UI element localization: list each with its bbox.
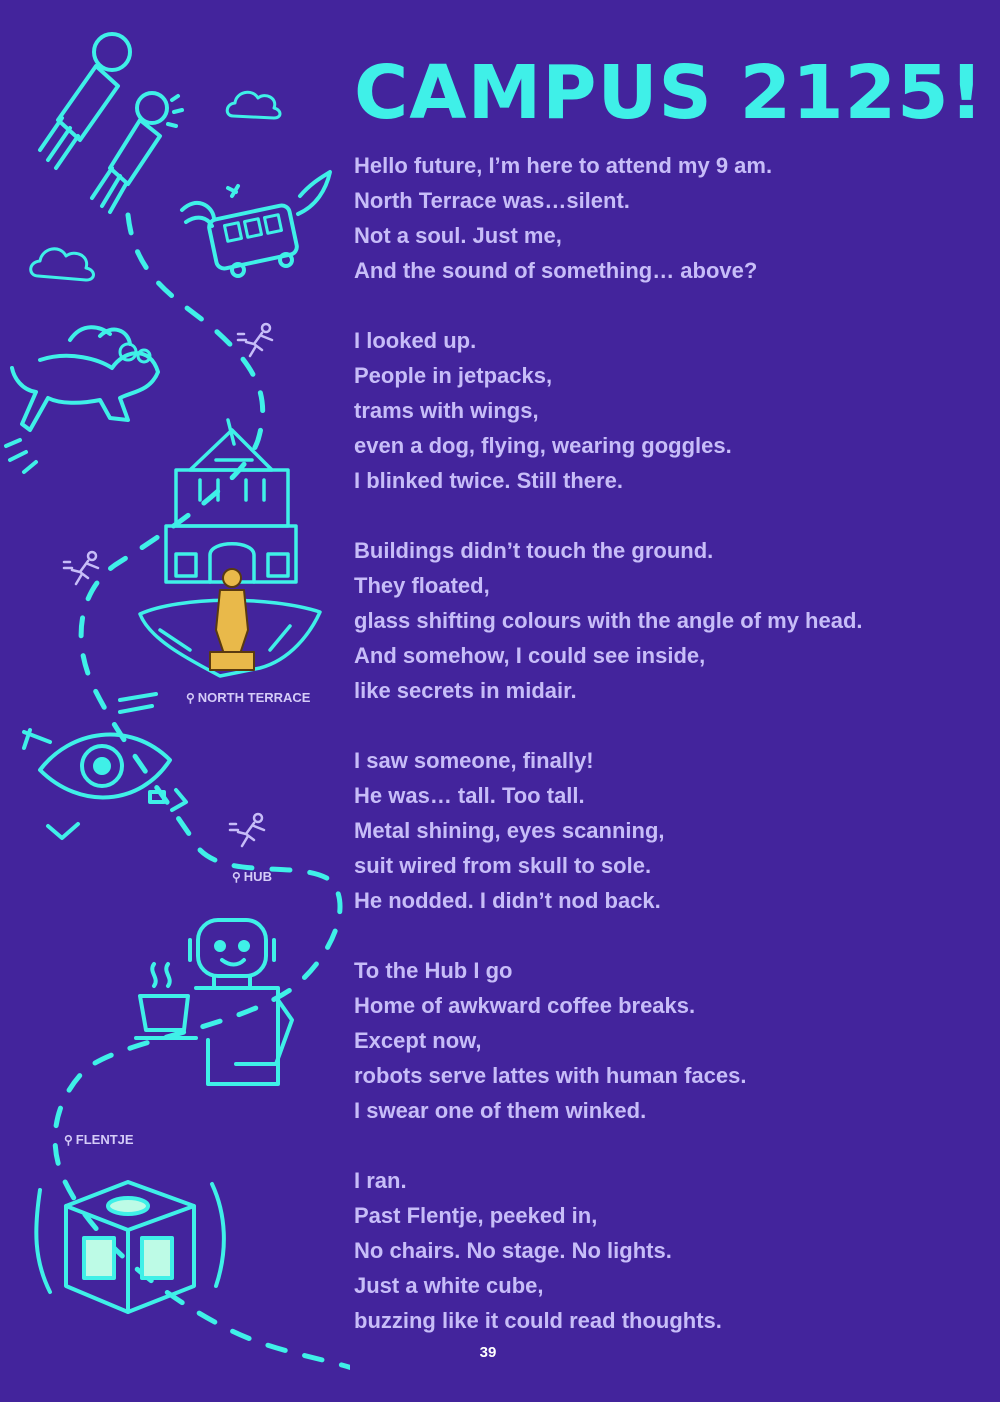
poem [354,148,984,1373]
poem-line: Metal shining, eyes scanning, [354,818,665,843]
pin-icon: ⚲ [232,870,241,884]
dashed-path [55,215,350,1390]
poem-line: Hello future, I’m here to attend my 9 am. [354,153,773,178]
cloud-icon [227,92,280,118]
poem-line: I ran. [354,1168,407,1193]
poem-line: I blinked twice. Still there. [354,468,623,493]
poem-line: Past Flentje, peeked in, [354,1203,598,1228]
poem-line: trams with wings, [354,398,539,423]
flying-dog-icon [6,327,158,472]
poem-line: Home of awkward coffee breaks. [354,993,696,1018]
poem-line: North Terrace was…silent. [354,188,630,213]
poem-line: even a dog, flying, wearing goggles. [354,433,732,458]
poem-line: I looked up. [354,328,477,353]
location-label-north-terrace: ⚲ NORTH TERRACE [186,690,311,705]
stanza-3 [354,533,984,708]
poem-line: To the Hub I go [354,958,513,983]
stanza-5 [354,953,984,1128]
eye-icon [24,694,186,838]
poem-line: Except now, [354,1028,482,1053]
poem-line: suit wired from skull to sole. [354,853,652,878]
poem-line: buzzing like it could read thoughts. [354,1308,722,1333]
poem-line: robots serve lattes with human faces. [354,1063,747,1088]
page-title: CAMPUS 2125! [354,50,985,136]
poem-line: glass shifting colours with the angle of my head. [354,608,863,633]
pin-icon: ⚲ [186,691,195,705]
winged-tram-icon [182,172,330,276]
stanza-2 [354,323,984,498]
location-label-hub: ⚲ HUB [232,869,272,884]
stanza-4 [354,743,984,918]
location-label-flentje: ⚲ FLENTJE [64,1132,134,1147]
poem-line: People in jetpacks, [354,363,553,388]
pin-icon: ⚲ [64,1133,73,1147]
poem-line: Just a white cube, [354,1273,544,1298]
robot-barista-icon [136,920,292,1084]
poem-line: Not a soul. Just me, [354,223,562,248]
poem-line: And somehow, I could see inside, [354,643,706,668]
runner-icon [64,552,98,584]
runner-icon [238,324,272,356]
poem-line: like secrets in midair. [354,678,577,703]
poem-line: He nodded. I didn’t nod back. [354,888,661,913]
poem-line: I saw someone, finally! [354,748,594,773]
poem-line: No chairs. No stage. No lights. [354,1238,672,1263]
poem-line: I swear one of them winked. [354,1098,647,1123]
glowing-cube-icon [36,1182,224,1312]
statue-icon [210,569,254,670]
page-number: 39 [479,1344,497,1361]
poem-line: Buildings didn’t touch the ground. [354,538,714,563]
stanza-6 [354,1163,984,1338]
runner-icon [230,814,264,846]
cloud-icon [31,249,94,280]
stanza-1 [354,148,984,288]
poem-line: He was… tall. Too tall. [354,783,585,808]
jetpack-people-icon [40,34,182,212]
poem-line: They floated, [354,573,490,598]
poem-line: And the sound of something… above? [354,258,758,283]
